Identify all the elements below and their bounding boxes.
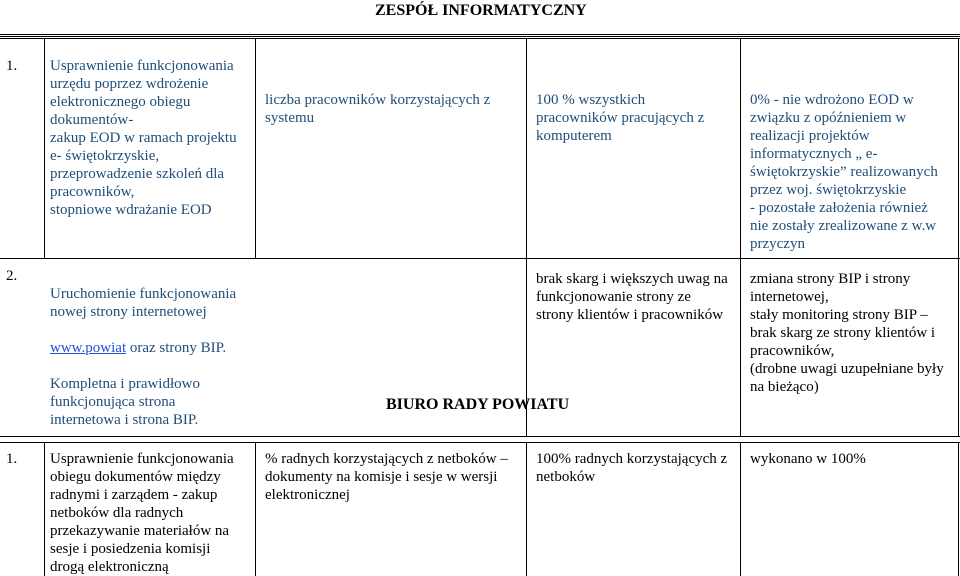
row1-indicator: liczba pracowników korzystających z systemu (265, 92, 491, 126)
table1-right-border (958, 38, 959, 436)
table1-col-divider-3 (526, 38, 527, 436)
table1-row-divider (0, 258, 960, 259)
row1-target: 100 % wszystkich pracowników pracujących z komputerem (536, 92, 705, 144)
table1-top-border (0, 38, 960, 39)
row1-number: 1. (6, 58, 18, 74)
table2-col-divider-2 (255, 442, 256, 576)
row2-link[interactable] (50, 340, 126, 356)
table2-col-divider-1 (44, 442, 45, 576)
row2-task-bip: oraz strony BIP. (126, 340, 227, 356)
section-heading-council-office: BIURO RADY POWIATU (386, 396, 570, 413)
row2-task (50, 267, 255, 429)
table2-top-border (0, 442, 960, 443)
s2-row1-target: 100% radnych korzystających z netboków (536, 451, 728, 485)
s2-row1-result: wykonano w 100% (750, 451, 866, 467)
row2-link-text: powiat (85, 340, 127, 356)
table1-col-divider-2 (255, 38, 256, 258)
table1-col-divider-4 (740, 38, 741, 436)
s2-row1-number: 1. (6, 451, 18, 467)
table2-col-divider-3 (526, 442, 527, 576)
table2-col-divider-4 (740, 442, 741, 576)
row2-task-rest: Kompletna i prawidłowo funkcjonująca strona internetowa i strona BIP. (50, 376, 200, 428)
row2-result: zmiana strony BIP i strony internetowej, stały monitoring strony BIP – brak skarg ze strony klientów i pracowników, (drobne uwagi uzupełniane były na bieżąco) (750, 271, 944, 395)
row2-task-intro: Uruchomienie funkcjonowania nowej strony internetowej (50, 286, 237, 320)
s2-row1-indicator: % radnych korzystających z netboków – dokumenty na komisje i sesje w wersji elektronicznej (265, 451, 508, 503)
section-heading-informatics: ZESPÓŁ INFORMATYCZNY (375, 2, 587, 19)
table1-top-double-border (0, 34, 960, 37)
table1-bottom-border (0, 436, 960, 437)
row1-task: Usprawnienie funkcjonowania urzędu poprzez wdrożenie elektronicznego obiegu dokumentów- zakup EOD w ramach projektu e- świętokrzyskie, przeprowadzenie szkoleń dla pracowników, stopniowe wdrażanie EOD (50, 58, 237, 218)
table2-right-border (958, 442, 959, 576)
row1-result: 0% - nie wdrożono EOD w związku z opóźnieniem w realizacji projektów informatycznych „ e- świętokrzyskie” realizowanych przez woj. świętokrzyskie - pozostałe założenia również nie zostały zrealizowane z w.w przyczyn (750, 92, 938, 252)
table1-col-divider-1 (44, 38, 45, 258)
row2-target: brak skarg i większych uwag na funkcjonowanie strony ze strony klientów i pracowników (536, 271, 728, 323)
row2-number: 2. (6, 268, 18, 284)
s2-row1-task: Usprawnienie funkcjonowania obiegu dokumentów między radnymi i zarządem - zakup netboków dla radnych przekazywanie materiałów na sesje i posiedzenia komisji drogą elektroniczną (50, 451, 234, 575)
row2-link-prefix: www. (50, 340, 86, 356)
